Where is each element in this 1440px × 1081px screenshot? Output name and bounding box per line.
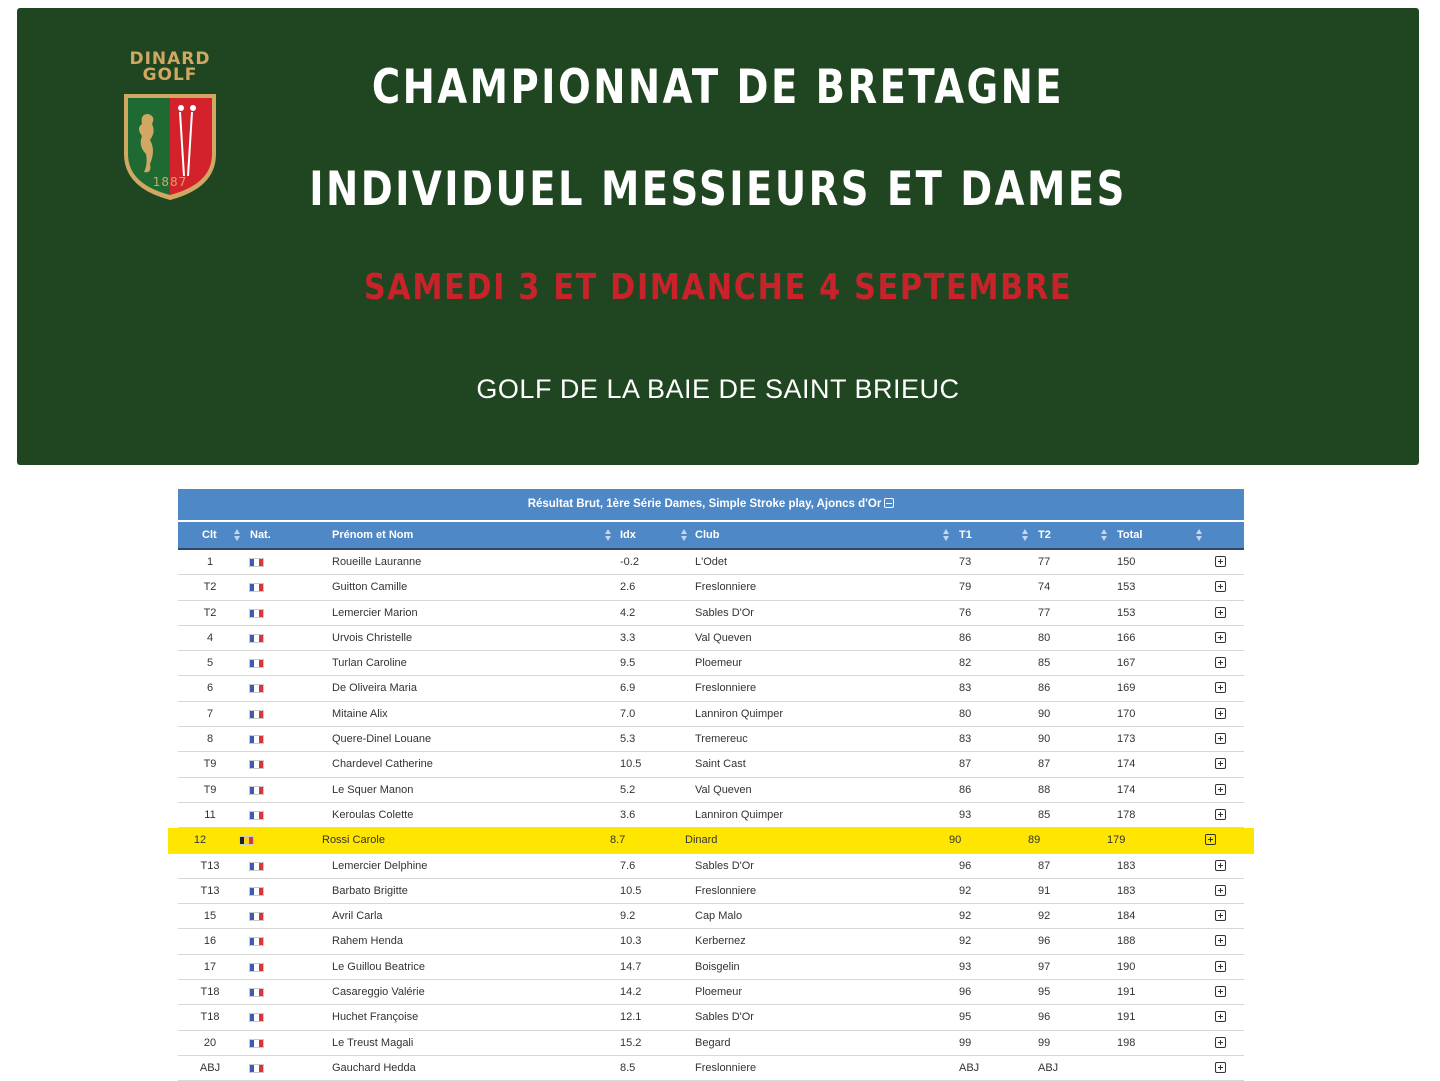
t2-cell: ABJ xyxy=(1038,1061,1059,1074)
t2-cell: 87 xyxy=(1038,859,1051,872)
sort-icon[interactable] xyxy=(1196,529,1202,541)
expand-icon[interactable] xyxy=(1215,986,1226,997)
name-cell: Huchet Françoise xyxy=(332,1011,419,1024)
t2-cell: 99 xyxy=(1038,1036,1051,1049)
idx-cell: 7.0 xyxy=(620,707,636,720)
t2-cell: 90 xyxy=(1038,733,1051,746)
name-cell: Lemercier Marion xyxy=(332,606,418,619)
expand-icon[interactable] xyxy=(1215,910,1226,921)
name-cell: Guitton Camille xyxy=(332,581,408,594)
total-cell: 178 xyxy=(1117,808,1136,821)
table-row xyxy=(178,752,1244,777)
rank-cell: 1 xyxy=(206,556,214,568)
rank-cell: 7 xyxy=(206,707,214,720)
col-header-total[interactable]: Total xyxy=(1117,529,1143,541)
expand-icon[interactable] xyxy=(1215,809,1226,820)
france-flag-icon xyxy=(249,760,264,769)
table-row xyxy=(178,575,1244,600)
t1-cell: 92 xyxy=(959,910,972,923)
expand-icon[interactable] xyxy=(1215,657,1226,668)
table-row xyxy=(178,854,1244,879)
t1-cell: 95 xyxy=(959,1011,972,1024)
table-row xyxy=(178,1056,1244,1081)
sort-icon[interactable] xyxy=(1101,529,1107,541)
club-cell: Boisgelin xyxy=(695,960,740,973)
france-flag-icon xyxy=(249,1064,264,1073)
club-cell: Val Queven xyxy=(695,631,752,644)
name-cell: Avril Carla xyxy=(332,910,383,923)
france-flag-icon xyxy=(249,937,264,946)
france-flag-icon xyxy=(249,634,264,643)
col-header-nat[interactable]: Nat. xyxy=(250,529,271,541)
t1-cell: 73 xyxy=(959,556,972,568)
france-flag-icon xyxy=(249,786,264,795)
club-cell: Lanniron Quimper xyxy=(695,707,784,720)
idx-cell: 14.2 xyxy=(620,986,642,999)
t2-cell: 97 xyxy=(1038,960,1051,973)
idx-cell: 12.1 xyxy=(620,1011,642,1024)
france-flag-icon xyxy=(249,912,264,921)
idx-cell: 8.5 xyxy=(620,1061,636,1074)
t2-cell: 89 xyxy=(1028,834,1041,847)
rank-cell: T2 xyxy=(203,581,217,594)
t1-cell: 76 xyxy=(959,606,972,619)
rank-cell: T18 xyxy=(200,1011,220,1024)
rank-cell: 15 xyxy=(203,910,217,923)
idx-cell: 10.5 xyxy=(620,884,642,897)
t2-cell: 96 xyxy=(1038,1011,1051,1024)
rank-cell: 12 xyxy=(193,834,207,847)
table-row xyxy=(178,980,1244,1005)
expand-icon[interactable] xyxy=(1215,632,1226,643)
t2-cell: 90 xyxy=(1038,707,1051,720)
expand-icon[interactable] xyxy=(1215,708,1226,719)
name-cell: Casareggio Valérie xyxy=(332,986,425,999)
total-cell: 190 xyxy=(1117,960,1136,973)
t1-cell: 87 xyxy=(959,758,972,771)
rank-cell: 11 xyxy=(204,808,216,821)
france-flag-icon xyxy=(249,963,264,972)
name-cell: Le Squer Manon xyxy=(332,783,414,796)
rank-cell: T13 xyxy=(200,884,220,897)
table-header xyxy=(178,522,1244,550)
t2-cell: 95 xyxy=(1038,986,1051,999)
name-cell: Le Treust Magali xyxy=(332,1036,414,1049)
sort-icon[interactable] xyxy=(681,529,687,541)
idx-cell: 7.6 xyxy=(620,859,636,872)
table-row xyxy=(178,904,1244,929)
idx-cell: 15.2 xyxy=(620,1036,642,1049)
idx-cell: 3.3 xyxy=(620,631,636,644)
club-cell: Sables D'Or xyxy=(695,1011,754,1024)
france-flag-icon xyxy=(249,558,264,567)
table-row xyxy=(168,828,1254,853)
idx-cell: 10.5 xyxy=(620,758,642,771)
logo-text-golf: GOLF xyxy=(142,65,198,85)
col-header-t2[interactable]: T2 xyxy=(1038,529,1051,541)
table-row xyxy=(178,1031,1244,1056)
sort-icon[interactable] xyxy=(1022,529,1028,541)
total-cell: 169 xyxy=(1117,682,1136,695)
col-header-club[interactable]: Club xyxy=(695,529,720,541)
rank-cell: T9 xyxy=(203,758,217,771)
t1-cell: 79 xyxy=(959,581,972,594)
t2-cell: 77 xyxy=(1038,606,1051,619)
name-cell: Urvois Christelle xyxy=(332,631,413,644)
name-cell: De Oliveira Maria xyxy=(332,682,417,695)
club-cell: Ploemeur xyxy=(695,986,743,999)
total-cell: 150 xyxy=(1117,556,1136,568)
t1-cell: 93 xyxy=(959,960,972,973)
t1-cell: 96 xyxy=(959,986,972,999)
club-cell: Freslonniere xyxy=(695,682,757,695)
t2-cell: 87 xyxy=(1038,758,1051,771)
idx-cell: 10.3 xyxy=(620,935,642,948)
table-row xyxy=(178,1005,1244,1030)
name-cell: Roueille Lauranne xyxy=(332,556,422,568)
total-cell: 174 xyxy=(1117,783,1136,796)
total-cell: 153 xyxy=(1117,606,1136,619)
total-cell: 174 xyxy=(1117,758,1136,771)
logo-text-dinard: DINARD xyxy=(129,49,211,69)
t2-cell: 96 xyxy=(1038,935,1051,948)
name-cell: Rahem Henda xyxy=(332,935,403,948)
expand-icon[interactable] xyxy=(1215,961,1226,972)
t2-cell: 77 xyxy=(1038,556,1051,568)
table-row xyxy=(178,550,1244,575)
total-cell: 179 xyxy=(1107,834,1126,847)
club-cell: Ploemeur xyxy=(695,657,743,670)
idx-cell: -0.2 xyxy=(620,556,639,568)
event-banner xyxy=(17,8,1419,465)
rank-cell: T2 xyxy=(203,606,217,619)
table-row xyxy=(178,601,1244,626)
expand-icon[interactable] xyxy=(1215,733,1226,744)
name-cell: Barbato Brigitte xyxy=(332,884,408,897)
expand-icon[interactable] xyxy=(1215,885,1226,896)
name-cell: Chardevel Catherine xyxy=(332,758,433,771)
expand-icon[interactable] xyxy=(1215,682,1226,693)
club-cell: Begard xyxy=(695,1036,731,1049)
rank-cell: 8 xyxy=(206,733,214,746)
idx-cell: 2.6 xyxy=(620,581,636,594)
rank-cell: 16 xyxy=(203,935,217,948)
col-header-rank[interactable]: Clt xyxy=(202,529,217,541)
idx-cell: 8.7 xyxy=(610,834,626,847)
t1-cell: 99 xyxy=(959,1036,972,1049)
table-row xyxy=(178,778,1244,803)
france-flag-icon xyxy=(249,684,264,693)
name-cell: Turlan Caroline xyxy=(332,657,407,670)
t1-cell: 83 xyxy=(959,682,972,695)
club-cell: L'Odet xyxy=(695,556,728,568)
club-cell: Freslonniere xyxy=(695,1061,757,1074)
idx-cell: 5.2 xyxy=(620,783,636,796)
total-cell: 183 xyxy=(1117,859,1136,872)
rank-cell: T18 xyxy=(200,986,220,999)
france-flag-icon xyxy=(249,1013,264,1022)
t2-cell: 80 xyxy=(1038,631,1051,644)
total-cell: 191 xyxy=(1117,1011,1136,1024)
rank-cell: T9 xyxy=(203,783,217,796)
collapse-icon[interactable] xyxy=(884,498,894,508)
total-cell: 198 xyxy=(1117,1036,1136,1049)
col-header-idx[interactable]: Idx xyxy=(620,529,636,541)
results-caption-text: Résultat Brut, 1ère Série Dames, Simple Stroke play, Ajoncs d'Or xyxy=(527,498,882,510)
club-cell: Freslonniere xyxy=(695,884,757,897)
t2-cell: 74 xyxy=(1038,581,1051,594)
event-dates: SAMEDI 3 ET DIMANCHE 4 SEPTEMBRE xyxy=(363,267,1073,308)
t1-cell: 83 xyxy=(959,733,972,746)
t2-cell: 85 xyxy=(1038,657,1051,670)
total-cell: 183 xyxy=(1117,884,1136,897)
t2-cell: 91 xyxy=(1038,884,1051,897)
expand-icon[interactable] xyxy=(1215,1037,1226,1048)
table-row xyxy=(178,626,1244,651)
table-row xyxy=(178,955,1244,980)
total-cell: 166 xyxy=(1117,631,1136,644)
rank-cell: 4 xyxy=(206,631,214,644)
idx-cell: 9.2 xyxy=(620,910,636,923)
t1-cell: 86 xyxy=(959,631,972,644)
idx-cell: 14.7 xyxy=(620,960,642,973)
t1-cell: 96 xyxy=(959,859,972,872)
idx-cell: 3.6 xyxy=(620,808,636,821)
name-cell: Le Guillou Beatrice xyxy=(332,960,425,973)
expand-icon[interactable] xyxy=(1215,556,1226,567)
results-table xyxy=(178,489,1244,1081)
t1-cell: 93 xyxy=(959,808,972,821)
t1-cell: 80 xyxy=(959,707,972,720)
event-title: CHAMPIONNAT DE BRETAGNE xyxy=(371,60,1065,115)
club-cell: Val Queven xyxy=(695,783,752,796)
table-row xyxy=(178,651,1244,676)
expand-icon[interactable] xyxy=(1215,860,1226,871)
france-flag-icon xyxy=(249,659,264,668)
club-cell: Kerbernez xyxy=(695,935,746,948)
name-cell: Keroulas Colette xyxy=(332,808,414,821)
table-row xyxy=(178,727,1244,752)
total-cell: 167 xyxy=(1117,657,1136,670)
t2-cell: 86 xyxy=(1038,682,1051,695)
france-flag-icon xyxy=(249,609,264,618)
sort-icon[interactable] xyxy=(234,529,240,541)
france-flag-icon xyxy=(249,1039,264,1048)
total-cell: 153 xyxy=(1117,581,1136,594)
table-row xyxy=(178,929,1244,954)
expand-icon[interactable] xyxy=(1215,758,1226,769)
table-row xyxy=(178,702,1244,727)
club-cell: Sables D'Or xyxy=(695,859,754,872)
club-cell: Lanniron Quimper xyxy=(695,808,784,821)
idx-cell: 6.9 xyxy=(620,682,636,695)
total-cell: 170 xyxy=(1117,707,1136,720)
t2-cell: 85 xyxy=(1038,808,1051,821)
france-flag-icon xyxy=(249,887,264,896)
idx-cell: 4.2 xyxy=(620,606,636,619)
rank-cell: T13 xyxy=(200,859,220,872)
sort-icon[interactable] xyxy=(605,529,611,541)
table-row xyxy=(178,879,1244,904)
rank-cell: ABJ xyxy=(199,1061,221,1074)
table-row xyxy=(178,803,1244,828)
t1-cell: 92 xyxy=(959,935,972,948)
expand-icon[interactable] xyxy=(1215,1011,1226,1022)
t2-cell: 92 xyxy=(1038,910,1051,923)
france-flag-icon xyxy=(249,988,264,997)
t1-cell: 82 xyxy=(959,657,972,670)
expand-icon[interactable] xyxy=(1215,581,1226,592)
logo-year: 1887 xyxy=(152,175,188,189)
t1-cell: 90 xyxy=(949,834,962,847)
name-cell: Quere-Dinel Louane xyxy=(332,733,432,746)
rank-cell: 6 xyxy=(206,682,214,695)
club-cell: Freslonniere xyxy=(695,581,757,594)
expand-icon[interactable] xyxy=(1205,834,1216,845)
sort-icon[interactable] xyxy=(943,529,949,541)
france-flag-icon xyxy=(249,735,264,744)
club-cell: Dinard xyxy=(685,834,718,847)
club-cell: Sables D'Or xyxy=(695,606,754,619)
club-cell: Cap Malo xyxy=(695,910,743,923)
expand-icon[interactable] xyxy=(1215,935,1226,946)
club-cell: Saint Cast xyxy=(695,758,746,771)
event-subtitle: INDIVIDUEL MESSIEURS ET DAMES xyxy=(309,162,1127,217)
t1-cell: 86 xyxy=(959,783,972,796)
name-cell: Mitaine Alix xyxy=(332,707,388,720)
france-flag-icon xyxy=(249,862,264,871)
idx-cell: 9.5 xyxy=(620,657,636,670)
france-flag-icon xyxy=(249,811,264,820)
t2-cell: 88 xyxy=(1038,783,1051,796)
event-venue: GOLF DE LA BAIE DE SAINT BRIEUC xyxy=(476,374,960,404)
name-cell: Lemercier Delphine xyxy=(332,859,428,872)
france-flag-icon xyxy=(249,583,264,592)
total-cell: 188 xyxy=(1117,935,1136,948)
total-cell: 184 xyxy=(1117,910,1136,923)
results-caption[interactable] xyxy=(178,489,1244,520)
table-row xyxy=(178,676,1244,701)
rank-cell: 5 xyxy=(206,657,214,670)
t1-cell: 92 xyxy=(959,884,972,897)
rank-cell: 20 xyxy=(203,1036,217,1049)
name-cell: Rossi Carole xyxy=(322,834,385,847)
idx-cell: 5.3 xyxy=(620,733,636,746)
expand-icon[interactable] xyxy=(1215,1062,1226,1073)
belgium-flag-icon xyxy=(239,836,254,845)
rank-cell: 17 xyxy=(203,960,217,973)
total-cell: 191 xyxy=(1117,986,1136,999)
name-cell: Gauchard Hedda xyxy=(332,1061,416,1074)
table-body xyxy=(178,550,1244,1081)
expand-icon[interactable] xyxy=(1215,784,1226,795)
france-flag-icon xyxy=(249,710,264,719)
col-header-name[interactable]: Prénom et Nom xyxy=(332,529,414,541)
t1-cell: ABJ xyxy=(959,1061,980,1074)
total-cell: 173 xyxy=(1117,733,1136,746)
expand-icon[interactable] xyxy=(1215,607,1226,618)
col-header-t1[interactable]: T1 xyxy=(959,529,972,541)
club-cell: Tremereuc xyxy=(695,733,748,746)
